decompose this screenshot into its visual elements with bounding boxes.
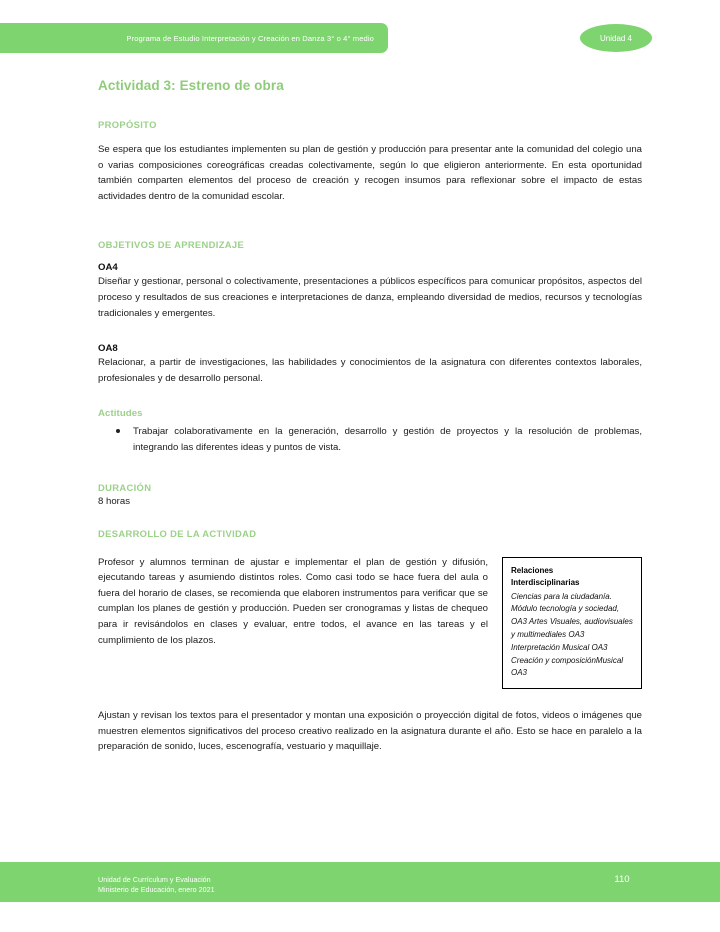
oa-text-oa8: Relacionar, a partir de investigaciones, las habilidades y conocimientos de la asignatura con diferentes contextos laborales, profesionales y de desarrollo personal. (98, 357, 642, 384)
spacer (98, 213, 642, 239)
relations-box-title-line1: Relaciones (511, 565, 554, 575)
desarrollo-paragraph-1: Profesor y alumnos terminan de ajustar e implementar el plan de gestión y difusión, ejecutando tareas y asumiendo distintos roles. Como casi todo se hace fuera del aula o fuera del horario de clases, se recomienda que elaboren instrumentos para verificar que se cumplan los planes de gestión y producción. Pueden ser cronogramas y listas de chequeo para ir revisándolos en clases y evaluar, entre todos, el avance en las tareas y el cumplimiento de los plazos. (98, 556, 488, 646)
desarrollo-paragraph-2: Ajustan y revisan los textos para el presentador y montan una exposición o proyección digital de fotos, videos o imágenes que muestren elementos significativos del proceso creativo realizado en la asignatura durante el año. Esto se hace en paralelo a la preparación de sonido, luces, escenografía, vestuario y maquillaje. (98, 710, 642, 753)
relations-box-title-line2: Interdisciplinarias (511, 578, 580, 588)
section-heading-desarrollo: DESARROLLO DE LA ACTIVIDAD (98, 527, 257, 539)
section-heading-objetivos: OBJETIVOS DE APRENDIZAJE (98, 239, 245, 251)
footer-credits (98, 875, 215, 896)
footer-line-2: Ministerio de Educación, enero 2021 (98, 885, 215, 895)
proposito-text: Se espera que los estudiantes implementen su plan de gestión y producción para presentar ante la comunidad del colegio una o varias composiciones coreográficas creadas colectivamente, según lo que eligieron anteriormente. En esta oportunidad también comparten elementos del proceso de creación y recogen insumos para reflexionar sobre el impacto de estas actividades dentro de la comunidad escolar. (98, 144, 642, 202)
footer-line-1: Unidad de Currículum y Evaluación (98, 875, 211, 884)
bullet-icon (116, 429, 120, 433)
oa-code-oa8: OA8 (98, 343, 118, 355)
oa-code-oa4: OA4 (98, 262, 118, 274)
relations-box-body: Ciencias para la ciudadanía. Módulo tecnología y sociedad, OA3 Artes Visuales, audiovisuales y multimediales OA3 Interpretación Musical OA3 Creación y composiciónMusical OA3 (511, 591, 633, 678)
attitude-text: Trabajar colaborativamente en la generación, desarrollo y gestión de proyectos y la resolución de problemas, integrando las diferentes ideas y puntos de vista. (133, 426, 642, 453)
header-band (0, 23, 388, 53)
attitudes-list (98, 424, 642, 455)
section-heading-duracion: DURACIÓN (98, 481, 152, 493)
spacer (98, 695, 642, 708)
footer-page-number: 110 (614, 874, 630, 885)
section-heading-proposito: PROPÓSITO (98, 119, 157, 130)
unit-badge-label: Unidad 4 (599, 33, 633, 43)
duration-value: 8 horas (98, 495, 130, 507)
spacer (98, 395, 642, 408)
unit-badge (580, 24, 652, 52)
spacer (98, 456, 642, 482)
relations-box-title (511, 565, 633, 590)
relations-box (502, 557, 642, 690)
desarrollo-block (98, 555, 642, 696)
oa-text-oa4: Diseñar y gestionar, personal o colectivamente, presentaciones a públicos específicos para comunicar propósitos, aspectos del proceso y resultados de sus creaciones e interpretaciones de danza, empleando diversidad de medios, recursos y tecnologías tradicionales y emergentes. (98, 276, 642, 319)
section-heading-actitudes: Actitudes (98, 408, 143, 420)
spacer (98, 330, 642, 343)
spacer (98, 509, 642, 528)
page-title: Actividad 3: Estreno de obra (98, 78, 284, 93)
list-item (116, 424, 642, 455)
page-content (98, 78, 642, 755)
header-program-title: Programa de Estudio Interpretación y Creación en Danza 3° o 4° medio (126, 33, 374, 43)
